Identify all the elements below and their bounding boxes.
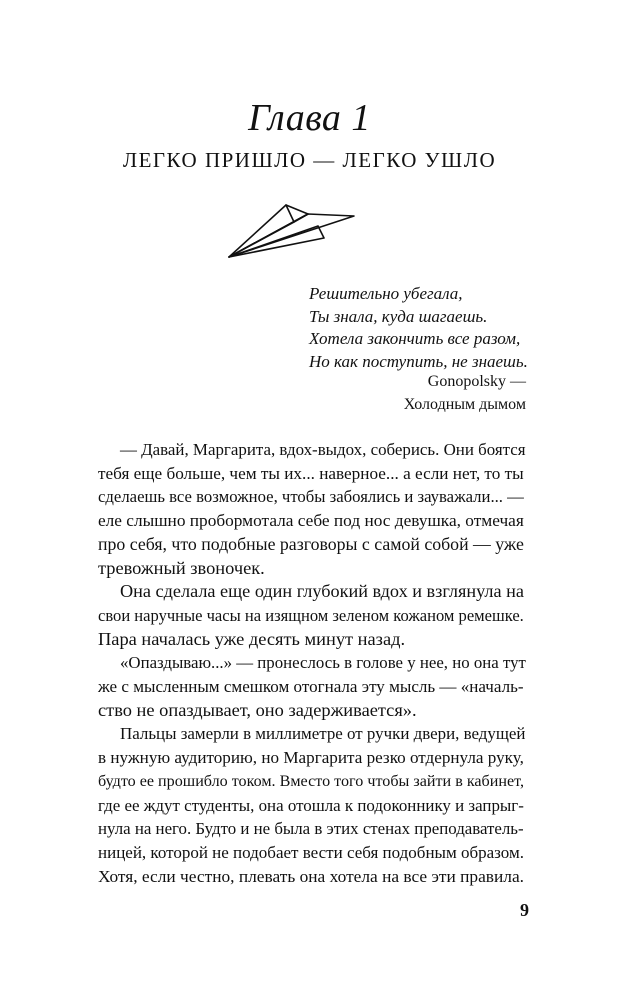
text-line: Хотя, если честно, плевать она хотела на все эти правила. xyxy=(98,866,524,886)
text-line: же с мысленным смешком отогнала эту мысль — «началь- xyxy=(98,677,524,697)
paragraph xyxy=(98,722,526,888)
epigraph-line: Но как поступить, не знаешь. xyxy=(309,351,528,371)
paper-plane-icon xyxy=(226,200,358,262)
text-line: ницей, которой не подобает вести себя подобным образом. xyxy=(98,842,524,862)
attribution-source: Холодным дымом xyxy=(403,396,526,413)
text-line: Пальцы замерли в миллиметре от ручки двери, ведущей xyxy=(120,724,526,744)
text-line: тревожный звоночек. xyxy=(98,557,265,578)
text-line: сделаешь все возможное, чтобы забоялись и зауважали... — xyxy=(98,487,524,507)
text-line: нула на него. Будто и не была в этих стенах преподаватель- xyxy=(98,819,524,839)
text-line: еле слышно пробормотала себе под нос девушка, отмечая xyxy=(98,511,524,531)
paragraph xyxy=(98,651,526,722)
text-line: будто ее прошибло током. Вместо того чтобы зайти в кабинет, xyxy=(98,772,525,790)
body-text xyxy=(98,438,526,888)
text-line: ство не опаздывает, оно задерживается». xyxy=(98,699,417,720)
text-line: про себя, что подобные разговоры с самой собой — уже xyxy=(98,533,524,554)
epigraph-attribution xyxy=(300,370,526,416)
chapter-title: Глава 1 xyxy=(248,97,371,139)
text-line: Пара началась уже десять минут назад. xyxy=(98,628,406,649)
text-line: — Давай, Маргарита, вдох-выдох, соберись. Они боятся xyxy=(120,440,526,459)
text-line: в нужную аудиторию, но Маргарита резко отдернула руку, xyxy=(98,748,524,768)
attribution-author: Gonopolsky — xyxy=(427,373,526,390)
text-line: свои наручные часы на изящном зеленом кожаном ремешке. xyxy=(98,605,524,625)
text-line: «Опаздываю...» — пронеслось в голове у нее, но она тут xyxy=(120,653,526,673)
epigraph-line: Хотела закончить все разом, xyxy=(309,329,521,348)
paragraph xyxy=(98,438,526,580)
chapter-subtitle: ЛЕГКО ПРИШЛО — ЛЕГКО УШЛО xyxy=(122,148,497,172)
paragraph xyxy=(98,580,526,651)
text-line: Она сделала еще один глубокий вдох и взглянула на xyxy=(120,581,525,602)
text-line: тебя еще больше, чем ты их... наверное... а если нет, то ты xyxy=(98,463,524,483)
text-line: где ее ждут студенты, она отошла к подоконнику и запрыг- xyxy=(98,795,524,815)
page-number: 9 xyxy=(520,900,529,920)
epigraph-line: Ты знала, куда шагаешь. xyxy=(309,306,488,326)
epigraph-line: Решительно убегала, xyxy=(309,284,463,303)
epigraph xyxy=(309,283,529,373)
